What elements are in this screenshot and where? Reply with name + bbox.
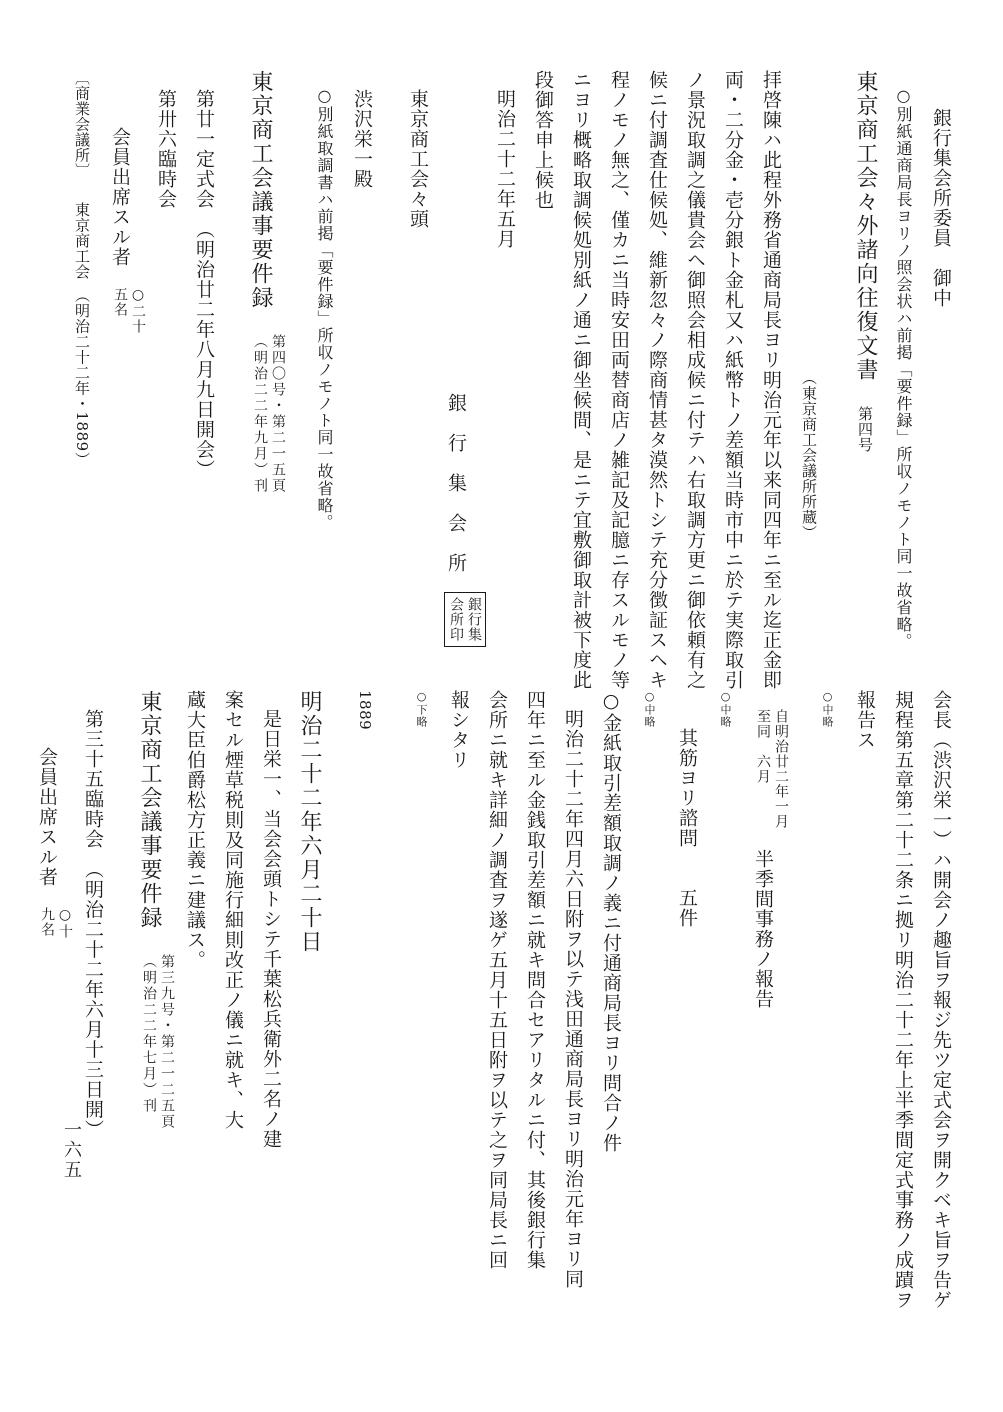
document-number: 第四号 <box>856 406 874 453</box>
attendance-2-count-top: ○十 <box>57 907 73 939</box>
gold-line-3: 四年ニ至ル金銭取引差額ニ就キ問合セアリタルニ付、其後銀行集 <box>524 690 546 1270</box>
letter-line-3: ノ景況取調之儀貴会ヘ御照会相成候ニ付テハ右取調方更ニ御依頼有之 <box>684 70 706 690</box>
letter-line-5: 程ノモノ無之、僅カニ当時安田両替商店ノ雑記及記臆ニ存スルモノ等 <box>608 70 630 690</box>
sender-name: 銀 行 集 会 所 <box>445 393 467 573</box>
entry-line-3: 蔵大臣伯爵松方正義ニ建議ス。 <box>184 690 206 970</box>
attendance-count <box>111 287 147 334</box>
bottom-section <box>36 690 960 1330</box>
section-header <box>63 70 101 680</box>
top-section <box>40 70 960 690</box>
page-number: 一六五 <box>61 1120 82 1180</box>
record-title <box>241 70 287 680</box>
record-ref-1: 第四〇号・第二一五頁 <box>270 334 286 494</box>
meeting-2-name: 第卅六臨時会 <box>155 89 177 209</box>
letter-line-2: 両・二分金・壱分銀ト金札又ハ紙幣トノ差額当時市中ニ於テ実際取引 <box>722 70 744 690</box>
record-2-ref-2: （明治二二年七月）刊 <box>141 954 157 1114</box>
record-reference <box>251 334 287 494</box>
meeting-1-name: 第廿一定式会 <box>193 89 215 209</box>
period-range <box>754 709 790 829</box>
attendance-label: 会員出席スル者 <box>109 127 131 267</box>
meeting-3 <box>74 690 112 1330</box>
section-year: （明治二十二年・1889） <box>73 295 91 468</box>
omission-note: ○別紙通商局長ヨリノ照会状ハ前掲「要件録」所収ノモノト同一故省略。 <box>894 86 913 650</box>
gold-line-1: ○金紙取引差額取調ノ義ニ付通商局長ヨリ問合ノ件 <box>600 690 622 1153</box>
gold-line-5: 報シタリ <box>448 690 470 770</box>
report-line-2: 規程第五章第二十二条ニ拠リ明治二十二年上半季間定式事務ノ成蹟ヲ <box>892 690 914 1310</box>
period-from: 自明治廿二年一月 <box>773 709 789 829</box>
record-reference-2 <box>140 954 176 1130</box>
record-ref-2: （明治二二年九月）刊 <box>252 334 268 494</box>
section-org: 東京商工会 <box>73 202 91 280</box>
omission-marker-3: ○中略 <box>643 690 656 728</box>
entry-line-1: 是日栄一、当会会頭トシテ千葉松兵衛外二名ノ建 <box>260 709 282 1149</box>
letter-line-4: 候ニ付調査仕候処、維新忽々ノ際商情甚タ漠然トシテ充分徴証スヘキ <box>646 70 668 690</box>
attendance-2 <box>28 690 74 1330</box>
record-2-ref-1: 第三九号・第二一二五頁 <box>159 954 175 1130</box>
seal-stamp <box>444 592 486 647</box>
recipient-name: 渋沢栄一殿 <box>351 89 373 189</box>
meeting-1 <box>185 70 223 680</box>
omission-marker-2: ○中略 <box>719 690 732 728</box>
document-title <box>846 70 884 680</box>
omission-marker-1: ○中略 <box>821 690 834 728</box>
sender-block <box>437 70 486 680</box>
letter-line-7: 段御答申上候也 <box>532 70 554 210</box>
period-to: 至同 六月 <box>755 709 771 784</box>
meeting-3-name: 第三十五臨時会 <box>82 709 104 849</box>
entry-date: 明治二十二年六月二十日 <box>297 690 322 954</box>
meeting-1-date: （明治廿二年八月九日開会） <box>193 229 215 480</box>
inquiry-count: 其筋ヨリ諮問 五件 <box>676 728 698 928</box>
seal-line-1: 銀行集 <box>466 597 482 643</box>
record-title-2 <box>130 690 176 1330</box>
attendance <box>101 70 147 680</box>
record-title-2-text: 東京商工会議事要件録 <box>137 690 162 930</box>
document-title-text: 東京商工会々外諸向往復文書 <box>853 70 878 382</box>
entry-line-2: 案セル煙草税則及同施行細則改正ノ儀ニ就キ、大 <box>222 690 244 1130</box>
period-report <box>744 690 790 1330</box>
gold-line-2: 明治二十二年四月六日附ヲ以テ浅田通商局長ヨリ明治元年ヨリ同 <box>562 709 584 1289</box>
seal-line-2: 会所印 <box>448 597 464 643</box>
attendance-count-top: ○二十 <box>130 287 146 334</box>
letter-line-6: ニヨリ概略取調候処別紙ノ通ニ御坐候間、是ニテ宜敷御取計被下度此 <box>570 70 592 690</box>
letter-line-1: 拝啓陳ハ此程外務省通商局長ヨリ明治元年以来同四年ニ至ル迄正金即 <box>760 70 782 690</box>
period-label: 半季間事務ノ報告 <box>752 849 774 1009</box>
year-marker: 1889 <box>356 690 374 731</box>
attendance-2-count <box>38 907 74 939</box>
addressee: 銀行集会所委員 御中 <box>930 108 952 308</box>
record-title-text: 東京商工会議事要件録 <box>248 70 273 310</box>
meeting-3-date: （明治二十二年六月十三日開） <box>82 869 104 1140</box>
report-line-3: 報告ス <box>854 690 876 750</box>
attendance-2-count-bottom: 九名 <box>39 907 55 937</box>
omission-marker-4: ○下略 <box>415 690 428 728</box>
gold-line-4: 会所ニ就キ詳細ノ調査ヲ遂ゲ五月十五日附ヲ以テ之ヲ同局長ニ回 <box>486 690 508 1270</box>
letter-date: 明治二十二年五月 <box>494 89 516 249</box>
document-source: （東京商工会議所所蔵） <box>800 370 818 541</box>
recipient-org: 東京商工会々頭 <box>407 89 429 229</box>
attendance-2-label: 会員出席スル者 <box>36 747 58 887</box>
report-line-1: 会長（渋沢栄一）ハ開会ノ趣旨ヲ報ジ先ツ定式会ヲ開クベキ旨ヲ告ゲ <box>930 690 952 1310</box>
section-header-label: 〔商業会議所〕 <box>73 70 91 171</box>
omission-note-2: ○別紙取調書ハ前掲「要件録」所収ノモノト同一故省略。 <box>315 86 334 531</box>
attendance-count-bottom: 五名 <box>112 287 128 317</box>
